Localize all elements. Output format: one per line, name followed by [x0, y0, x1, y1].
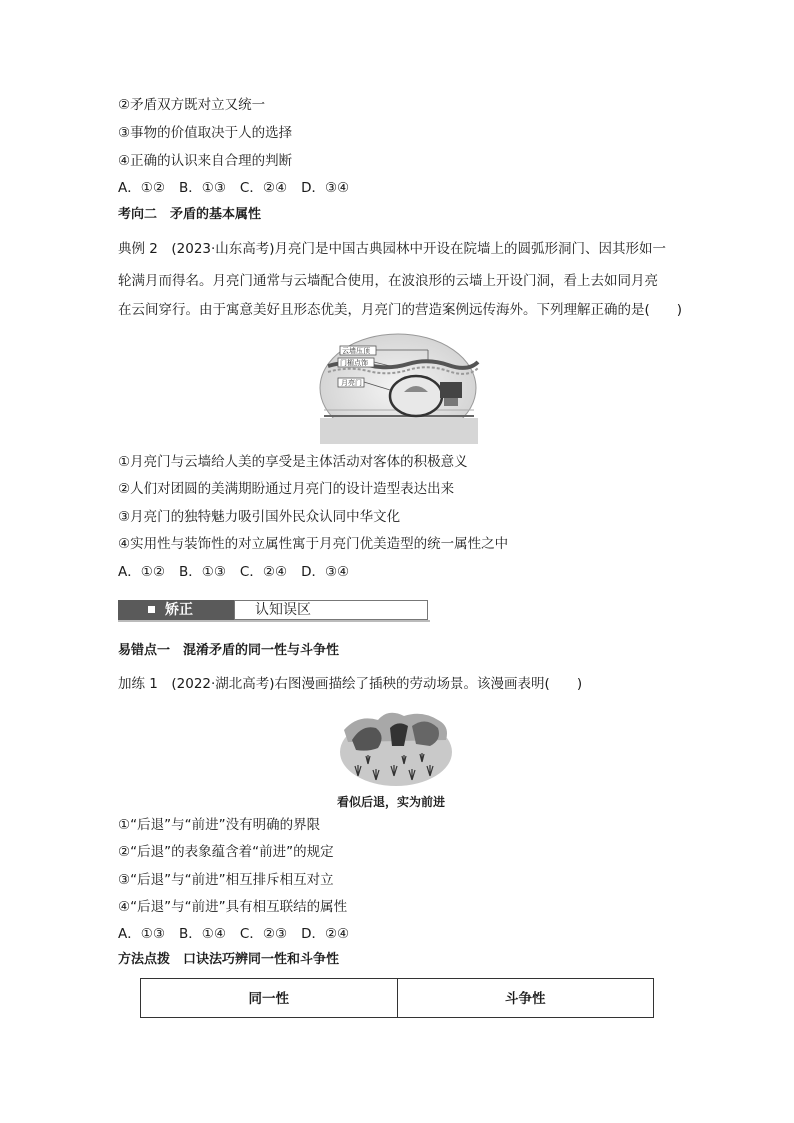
choice-b: B．①③	[178, 564, 226, 580]
option-4-moon: ④实用性与装饰性的对立属性寓于月亮门优美造型的统一属性之中	[118, 536, 509, 552]
option-1-moon: ①月亮门与云墙给人美的享受是主体活动对客体的积极意义	[118, 454, 468, 470]
option-2-moon: ②人们对团圆的美满期盼通过月亮门的设计造型表达出来	[118, 481, 455, 497]
option-4-cartoon: ④“后退”与“前进”具有相互联结的属性	[118, 899, 348, 915]
table-header-struggle: 斗争性	[397, 979, 654, 1018]
choice-c: C．②③	[239, 926, 288, 942]
choice-d: D．②④	[301, 926, 350, 942]
banner-label-correction	[118, 600, 234, 620]
example-2-line3: 在云间穿行。由于寓意美好且形态优美，月亮门的营造案例远传海外。下列理解正确的是( )	[118, 302, 683, 318]
example-2-line1: 典例 2 (2023·山东高考)月亮门是中国古典园林中开设在院墙上的圆弧形洞门、因其形如一	[118, 241, 667, 257]
option-3-moon: ③月亮门的独特魅力吸引国外民众认同中华文化	[118, 509, 401, 525]
choice-b: B．①③	[178, 180, 226, 196]
method-tip-heading: 方法点拨 口诀法巧辨同一性和斗争性	[118, 952, 340, 967]
table-header-identity: 同一性	[141, 979, 398, 1018]
label-cloud-wall: 云墙压顶	[342, 347, 370, 355]
square-bullet-icon	[148, 606, 155, 613]
choice-a: A．①②	[118, 180, 165, 196]
banner-left-text: 矫正	[165, 602, 193, 618]
choice-c: C．②④	[239, 180, 288, 196]
option-4-top: ④正确的认识来自合理的判断	[118, 153, 293, 169]
error-point-heading: 易错点一 混淆矛盾的同一性与斗争性	[118, 643, 340, 658]
section-heading-2: 考向二 矛盾的基本属性	[118, 207, 262, 222]
choice-a: A．①③	[118, 926, 165, 942]
section-banner	[118, 598, 430, 622]
exercise-1-stem: 加练 1 (2022·湖北高考)右图漫画描绘了插秧的劳动场景。该漫画表明( )	[118, 676, 583, 692]
choice-d: D．③④	[301, 564, 350, 580]
choice-b: B．①④	[178, 926, 226, 942]
cartoon-caption: 看似后退，实为前进	[337, 795, 446, 809]
rice-planting-cartoon	[338, 706, 456, 790]
answer-choices-3	[118, 925, 363, 943]
moon-gate-illustration	[318, 332, 480, 444]
option-1-cartoon: ①“后退”与“前进”没有明确的界限	[118, 817, 321, 833]
label-lintel: 门楣点饰	[340, 359, 368, 367]
answer-choices-1	[118, 179, 363, 197]
answer-choices-2	[118, 563, 363, 581]
banner-label-misconception: 认知误区	[234, 600, 428, 620]
option-3-cartoon: ③“后退”与“前进”相互排斥相互对立	[118, 872, 334, 888]
example-2-line2: 轮满月而得名。月亮门通常与云墙配合使用，在波浪形的云墙上开设门洞，看上去如同月亮	[118, 273, 658, 289]
option-2-top: ②矛盾双方既对立又统一	[118, 97, 266, 113]
option-2-cartoon: ②“后退”的表象蕴含着“前进”的规定	[118, 844, 334, 860]
option-3-top: ③事物的价值取决于人的选择	[118, 125, 293, 141]
choice-a: A．①②	[118, 564, 165, 580]
choice-d: D．③④	[301, 180, 350, 196]
method-table	[140, 978, 654, 1018]
choice-c: C．②④	[239, 564, 288, 580]
banner-underline	[118, 620, 430, 622]
label-moon-gate: 月亮门	[341, 379, 362, 387]
